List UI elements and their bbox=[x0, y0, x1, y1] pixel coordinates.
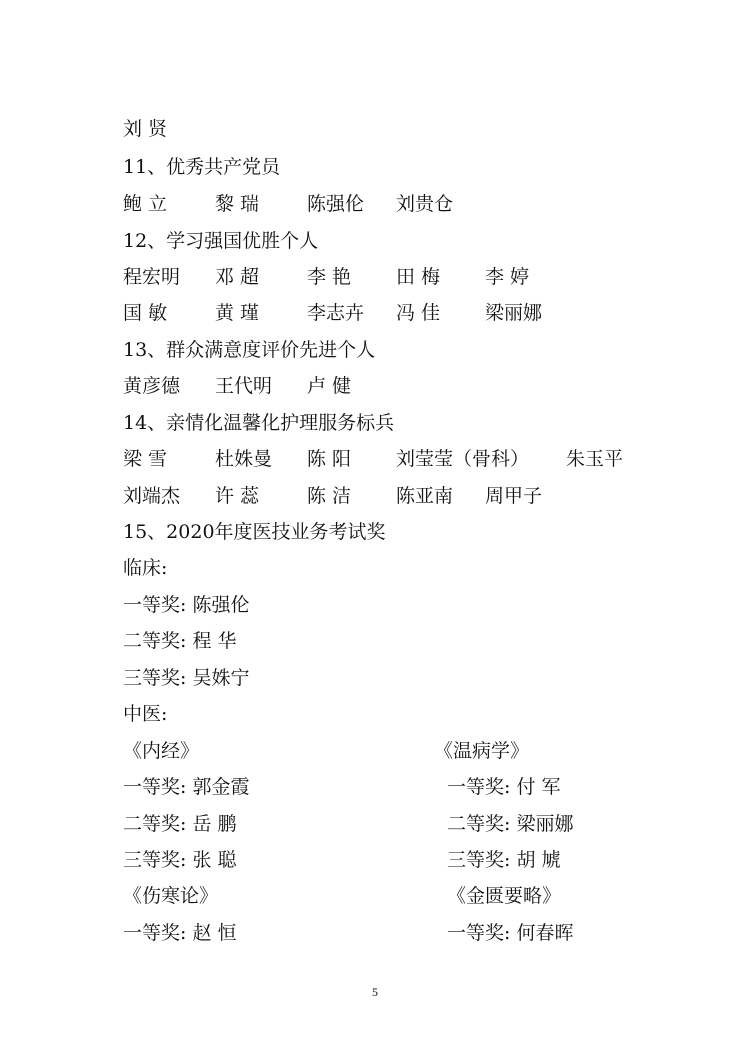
text-cell: 朱玉平 bbox=[566, 448, 624, 470]
text-cell: 许 蕊 bbox=[215, 485, 260, 507]
text-cell: 三等奖: 张 聪 bbox=[123, 849, 237, 871]
text-cell: 二等奖: 程 华 bbox=[123, 630, 237, 652]
text-cell: 14、亲情化温馨化护理服务标兵 bbox=[123, 412, 395, 434]
text-cell: 二等奖: 岳 鹏 bbox=[123, 813, 237, 835]
text-cell: 黄彦德 bbox=[123, 375, 181, 397]
text-cell: 《内经》 bbox=[123, 740, 200, 762]
text-cell: 田 梅 bbox=[396, 266, 441, 288]
text-cell: 鲍 立 bbox=[123, 193, 168, 215]
text-cell: 李志卉 bbox=[307, 302, 365, 324]
text-cell: 《温病学》 bbox=[434, 740, 530, 762]
text-cell: 三等奖: 胡 虓 bbox=[447, 849, 561, 871]
text-cell: 15、2020年度医技业务考试奖 bbox=[123, 521, 386, 543]
text-cell: 临床: bbox=[123, 557, 168, 579]
text-cell: 陈 阳 bbox=[307, 448, 352, 470]
text-cell: 陈 洁 bbox=[307, 485, 352, 507]
page-number: 5 bbox=[372, 985, 378, 999]
text-cell: 三等奖: 吴姝宁 bbox=[123, 667, 250, 689]
text-cell: 梁 雪 bbox=[123, 448, 168, 470]
text-cell: 二等奖: 梁丽娜 bbox=[447, 813, 574, 835]
text-cell: 卢 健 bbox=[307, 375, 352, 397]
text-cell: 一等奖: 郭金霞 bbox=[123, 776, 250, 798]
text-cell: 一等奖: 何春晖 bbox=[447, 922, 574, 944]
text-cell: 《伤寒论》 bbox=[123, 885, 219, 907]
text-cell: 中医: bbox=[123, 703, 168, 725]
text-cell: 陈强伦 bbox=[307, 193, 365, 215]
text-cell: 11、优秀共产党员 bbox=[123, 156, 281, 178]
text-cell: 王代明 bbox=[215, 375, 273, 397]
text-cell: 一等奖: 赵 恒 bbox=[123, 922, 237, 944]
text-cell: 13、群众满意度评价先进个人 bbox=[123, 339, 376, 361]
text-cell: 一等奖: 陈强伦 bbox=[123, 594, 250, 616]
text-cell: 刘莹莹（骨科） bbox=[396, 448, 530, 470]
text-cell: 周甲子 bbox=[485, 485, 543, 507]
text-cell: 国 敏 bbox=[123, 302, 168, 324]
text-cell: 《金匮要略》 bbox=[447, 885, 562, 907]
text-cell: 梁丽娜 bbox=[485, 302, 543, 324]
text-cell: 12、学习强国优胜个人 bbox=[123, 230, 319, 252]
text-cell: 程宏明 bbox=[123, 266, 181, 288]
text-cell: 杜姝曼 bbox=[215, 448, 273, 470]
text-cell: 陈亚南 bbox=[396, 485, 454, 507]
text-cell: 黄 瑾 bbox=[215, 302, 260, 324]
text-cell: 刘 贤 bbox=[123, 118, 168, 140]
text-cell: 黎 瑞 bbox=[215, 193, 260, 215]
text-cell: 李 艳 bbox=[307, 266, 352, 288]
text-cell: 刘端杰 bbox=[123, 485, 181, 507]
text-cell: 冯 佳 bbox=[396, 302, 441, 324]
text-cell: 一等奖: 付 军 bbox=[447, 776, 561, 798]
text-cell: 李 婷 bbox=[485, 266, 530, 288]
text-cell: 刘贵仓 bbox=[396, 193, 454, 215]
text-cell: 邓 超 bbox=[215, 266, 260, 288]
